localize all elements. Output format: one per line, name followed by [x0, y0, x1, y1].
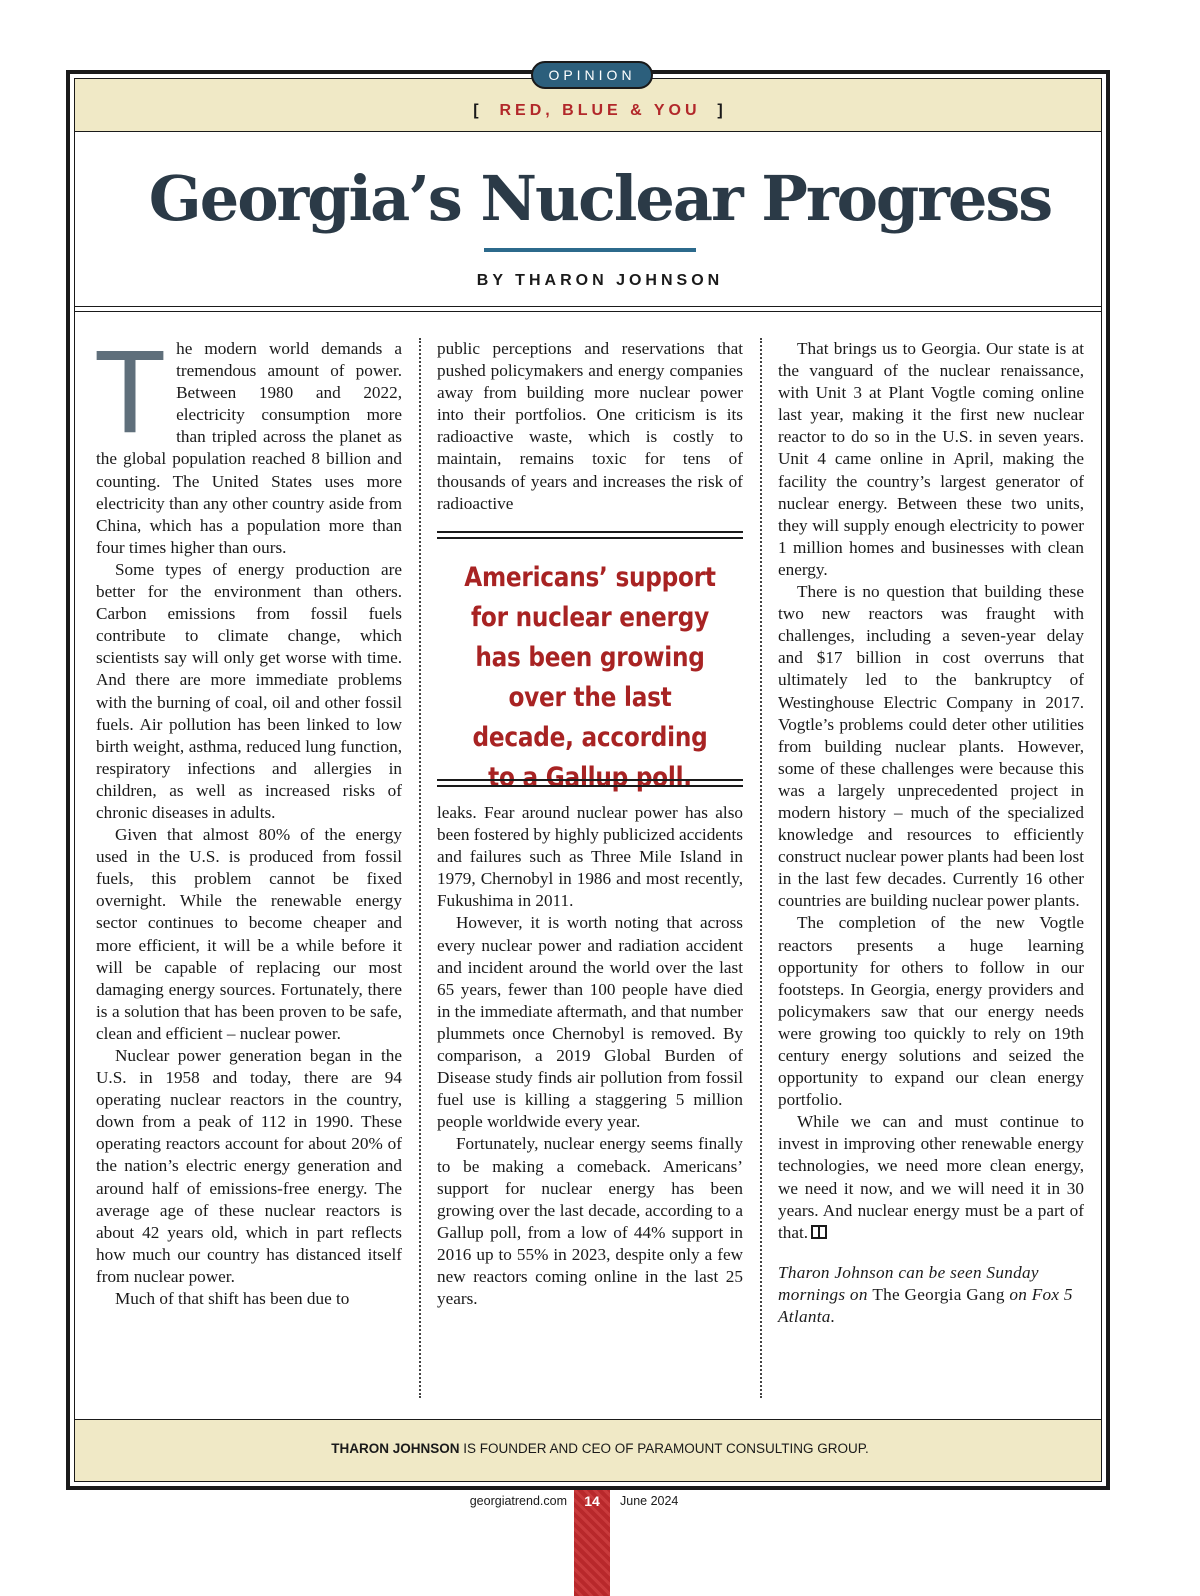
paragraph: The completion of the new Vogtle reactors presents a huge learning opportunity for others to follow in our footsteps. In Georgia, energy providers and policymakers saw that our energy needs were growing too quickly to rely on 19th century energy solutions and seized the opportunity to expand our clean energy portfolio.	[778, 913, 1084, 1110]
website: georgiatrend.com	[469, 1494, 567, 1508]
byline: BY THARON JOHNSON	[476, 272, 724, 289]
paragraph: Some types of energy production are better for the environment than others. Carbon emissions from fossil fuels contribute to climate change, which scientists say will only get worse with time. And there are more immediate problems with the burning of coal, oil and other fossil fuels. Air pollution has been linked to low birth weight, asthma, reduced lung function, respiratory infections and allergies in children, as well as increased risks of chronic diseases in adults.	[96, 559, 402, 822]
column-divider	[419, 338, 421, 1398]
issue-date: June 2024	[620, 1494, 679, 1508]
article-column-1	[94, 326, 402, 1310]
kicker-text: RED, BLUE & YOU	[499, 102, 701, 119]
paragraph: Nuclear power generation began in the U.S. in 1958 and today, there are 94 operating nuclear reactors in the country, down from a peak of 112 in 1990. These operating reactors account for about 20% of the nation’s electric energy generation and around half of emissions-free energy. The average age of these nuclear reactors is about 42 years old, which in part reflects how much our country has distanced itself from nuclear power.	[96, 1046, 402, 1286]
section-label: OPINION	[531, 61, 653, 89]
kicker: [ RED, BLUE & YOU ]	[473, 102, 727, 119]
paragraph: Much of that shift has been due to	[115, 1289, 350, 1309]
paragraph: The modern world demands a tremendous amount of power. Between 1980 and 2022, electricity consumption more than tripled across the planet as the global population reached 8 billion and counting. The United States uses more electricity than any other country aside from China, which has a population more than four times higher than ours.	[94, 326, 402, 557]
pull-quote-rule-top	[437, 531, 743, 539]
column-divider	[760, 338, 762, 1398]
author-note: Tharon Johnson can be seen Sunday mornings on The Georgia Gang on Fox 5 Atlanta.	[778, 1262, 1073, 1326]
article-column-2-top	[437, 338, 743, 515]
paragraph: That brings us to Georgia. Our state is at the vanguard of the nuclear renaissance, with Unit 3 at Plant Vogtle coming online last year, making it the first new nuclear reactor to do so in the U.S. in seven years. Unit 4 came online in April, making the facility the country’s largest generator of nuclear energy. Between these two units, they will supply enough electricity to power 1 million homes and businesses with clean energy.	[778, 339, 1084, 579]
paragraph: Given that almost 80% of the energy used in the U.S. is produced from fossil fuels, this problem cannot be fixed overnight. While the renewable energy sector continues to become cheaper and more efficient, it will be a while before it will be capable of replacing our most damaging energy sources. Fortunately, there is a solution that has been proven to be safe, clean and efficient – nuclear power.	[96, 825, 402, 1043]
drop-cap: T	[94, 326, 167, 458]
title-rule	[484, 248, 696, 252]
page-number: 14	[584, 1493, 600, 1509]
paragraph: public perceptions and reservations that pushed policymakers and energy companies away from building more nuclear power into their portfolios. One criticism is its radioactive waste, which is costly to maintain, remains toxic for tens of thousands of years and increases the risk of radioactive	[437, 339, 743, 513]
end-mark-icon	[811, 1225, 827, 1239]
paragraph: While we can and must continue to invest in improving other renewable energy technologies, we need more clean energy, we need it now, and we will need it in 30 years. And nuclear energy must be a part of that.	[778, 1112, 1084, 1242]
paragraph: Fortunately, nuclear energy seems finally to be making a comeback. Americans’ support for nuclear energy has been growing over the last decade, according to a Gallup poll, from a low of 44% support in 2016 up to 55% in 2023, despite only a few new reactors coming online in the last 25 years.	[437, 1134, 743, 1309]
article-column-2-bottom	[437, 802, 743, 1310]
article-column-3	[778, 338, 1084, 1328]
page-title: Georgia’s Nuclear Progress	[148, 162, 1052, 235]
page-footer	[0, 1490, 1200, 1596]
header-divider	[75, 306, 1101, 312]
paragraph: However, it is worth noting that across every nuclear power and radiation accident and incident around the world over the last 65 years, fewer than 100 people have died in the immediate aftermath, and that number plummets once Chernobyl is removed. By comparison, a 2019 Global Burden of Disease study finds air pollution from fossil fuel use is killing a staggering 5 million people worldwide every year.	[437, 913, 743, 1132]
paragraph: leaks. Fear around nuclear power has also been fostered by highly publicized accidents and failures such as Three Mile Island in 1979, Chernobyl in 1986 and most recently, Fukushima in 2011.	[437, 803, 743, 911]
paragraph: There is no question that building these two new reactors was fraught with challenges, including a seven-year delay and $17 billion in cost overruns that ultimately led to the bankruptcy of Westinghouse Electric Company in 2017. Vogtle’s problems could deter other utilities from building nuclear plants. However, some of these challenges were because this was a largely unprecedented project in modern history – much of the specialized knowledge and resources to efficiently construct nuclear power plants had been lost in the last few decades. Currently 16 other countries are building nuclear power plants.	[778, 582, 1084, 911]
author-credit: THARON JOHNSON IS FOUNDER AND CEO OF PARAMOUNT CONSULTING GROUP.	[331, 1441, 869, 1456]
pull-quote-rule-bottom	[437, 779, 743, 787]
pull-quote: Americans’ support for nuclear energy has been growing over the last decade, according to a Gallup poll.	[464, 562, 716, 793]
